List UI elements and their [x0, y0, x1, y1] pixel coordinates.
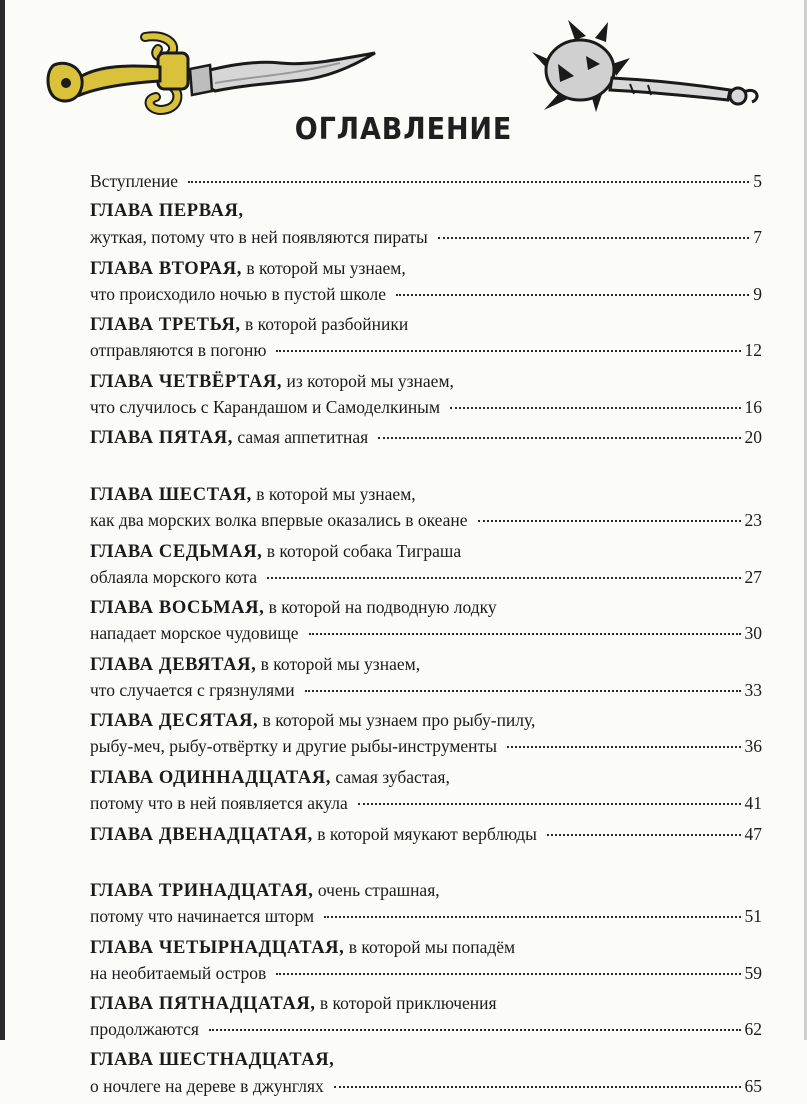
toc-entry-chapter-16[interactable] [90, 1047, 762, 1104]
table-of-contents [90, 168, 762, 1104]
chapter-label: ГЛАВА ВТОРАЯ, [90, 258, 242, 279]
chapter-label: ГЛАВА ШЕСТАЯ, [90, 484, 252, 505]
toc-entry-chapter-12[interactable] [90, 821, 762, 878]
chapter-subtitle-continued: потому что начинается шторм [90, 906, 315, 927]
page-number: 33 [744, 679, 762, 700]
page-left-edge [0, 0, 5, 1040]
chapter-label: ГЛАВА ПЯТНАДЦАТАЯ, [90, 994, 316, 1015]
toc-entry-chapter-4[interactable] [90, 368, 762, 425]
chapter-subtitle: в которой мы узнаем, [256, 653, 421, 674]
toc-entry-chapter-6[interactable] [90, 481, 762, 538]
chapter-subtitle-continued: о ночлеге на дереве в джунглях [90, 1075, 324, 1096]
chapter-subtitle: очень страшная, [313, 880, 440, 901]
chapter-label: ГЛАВА ТРИНАДЦАТАЯ, [90, 881, 314, 902]
dot-leader [309, 633, 741, 635]
chapter-subtitle-continued: на необитаемый остров [90, 962, 267, 983]
chapter-label: ГЛАВА ТРЕТЬЯ, [90, 315, 241, 336]
chapter-subtitle: в которой собака Тиграша [262, 540, 462, 561]
sword-icon [40, 25, 380, 120]
toc-entry-chapter-11[interactable] [90, 764, 762, 821]
chapter-subtitle: в которой мы узнаем, [251, 483, 416, 504]
dot-leader [334, 1086, 741, 1088]
page-number: 62 [744, 1019, 762, 1040]
toc-entry-chapter-15[interactable] [90, 990, 762, 1047]
chapter-subtitle: в которой приключения [315, 993, 497, 1014]
chapter-subtitle-continued: что случается с грязнулями [90, 679, 295, 700]
chapter-subtitle: в которой мы узнаем, [241, 257, 406, 278]
mace-icon [530, 18, 765, 113]
chapter-subtitle: в которой мы попадём [344, 936, 516, 957]
chapter-subtitle: самая зубастая, [331, 766, 450, 787]
toc-entry-chapter-1[interactable] [90, 198, 762, 255]
toc-entry-chapter-7[interactable] [90, 538, 762, 595]
page-number: 36 [744, 736, 762, 757]
chapter-subtitle-continued: как два морских волка впервые оказались в океане [90, 509, 468, 530]
chapter-subtitle-continued: что случилось с Карандашом и Самоделкиным [90, 396, 441, 417]
chapter-label: ГЛАВА СЕДЬМАЯ, [90, 541, 263, 562]
toc-entry-chapter-8[interactable] [90, 594, 762, 651]
chapter-subtitle-continued: нападает морское чудовище [90, 623, 299, 644]
chapter-label: ГЛАВА ДЕВЯТАЯ, [90, 654, 257, 675]
dot-leader [478, 520, 741, 522]
chapter-subtitle-continued: облаяла морского кота [90, 566, 257, 587]
dot-leader [305, 690, 741, 692]
dot-leader [276, 973, 740, 975]
toc-entry-chapter-5[interactable] [90, 424, 762, 481]
chapter-subtitle-continued: отправляются в погоню [90, 340, 267, 361]
dot-leader [396, 294, 749, 296]
page-number: 9 [753, 283, 762, 304]
chapter-list [90, 198, 762, 1104]
page-number: 12 [744, 340, 762, 361]
toc-entry-chapter-9[interactable] [90, 651, 762, 708]
chapter-subtitle-continued: жуткая, потому что в ней появляются пираты [90, 227, 428, 247]
dot-leader [267, 577, 741, 579]
dot-leader [358, 803, 741, 805]
dot-leader [276, 350, 740, 352]
chapter-subtitle: в которой на подводную лодку [264, 597, 497, 618]
toc-entry-label: Вступление [90, 171, 178, 191]
dot-leader [547, 834, 741, 836]
chapter-label: ГЛАВА ДВЕНАДЦАТАЯ, [90, 824, 313, 845]
chapter-subtitle: в которой разбойники [240, 314, 409, 335]
toc-entry-chapter-14[interactable] [90, 934, 762, 991]
page-number: 41 [744, 792, 762, 813]
dot-leader [507, 746, 741, 748]
page-number: 20 [744, 427, 762, 448]
page-number: 23 [744, 509, 762, 530]
page-number: 30 [744, 623, 762, 644]
toc-entry-chapter-13[interactable] [90, 877, 762, 934]
dot-leader [378, 437, 740, 439]
chapter-subtitle-continued: что происходило ночью в пустой школе [90, 283, 386, 304]
page-title: ОГЛАВЛЕНИЕ [294, 112, 513, 147]
chapter-label: ГЛАВА ОДИННАДЦАТАЯ, [90, 767, 332, 788]
page-number: 47 [744, 823, 762, 844]
chapter-label: ГЛАВА ШЕСТНАДЦАТАЯ, [90, 1049, 335, 1070]
chapter-subtitle-continued: рыбу-меч, рыбу-отвёртку и другие рыбы-инструменты [90, 736, 497, 757]
chapter-subtitle: самая аппетитная [233, 427, 369, 448]
chapter-label: ГЛАВА ДЕСЯТАЯ, [90, 711, 259, 732]
chapter-subtitle: из которой мы узнаем, [282, 370, 454, 391]
toc-entry-chapter-3[interactable] [90, 311, 762, 368]
chapter-subtitle-continued: продолжаются [90, 1019, 199, 1040]
chapter-label: ГЛАВА ВОСЬМАЯ, [90, 598, 265, 619]
chapter-label: ГЛАВА ЧЕТЫРНАДЦАТАЯ, [90, 937, 345, 958]
chapter-label: ГЛАВА ПЕРВАЯ, [90, 201, 244, 221]
toc-entry-intro[interactable] [90, 168, 762, 198]
chapter-subtitle-continued: потому что в ней появляется акула [90, 792, 348, 813]
toc-entry-chapter-2[interactable] [90, 255, 762, 312]
page-number: 27 [744, 566, 762, 587]
page-number: 59 [744, 962, 762, 983]
chapter-label: ГЛАВА ЧЕТВЁРТАЯ, [90, 371, 283, 392]
dot-leader [450, 407, 740, 409]
dot-leader [324, 916, 740, 918]
page-number: 51 [744, 906, 762, 927]
chapter-subtitle: в которой мы узнаем про рыбу-пилу, [258, 710, 536, 731]
dot-leader [188, 181, 749, 183]
toc-entry-chapter-10[interactable] [90, 707, 762, 764]
page-number: 5 [753, 171, 762, 191]
page-number: 16 [744, 396, 762, 417]
dot-leader [438, 237, 749, 239]
page-number: 7 [753, 227, 762, 247]
page-number: 65 [744, 1075, 762, 1096]
chapter-subtitle: в которой мяукают верблюды [312, 823, 537, 844]
chapter-label: ГЛАВА ПЯТАЯ, [90, 428, 233, 449]
dot-leader [209, 1029, 741, 1031]
